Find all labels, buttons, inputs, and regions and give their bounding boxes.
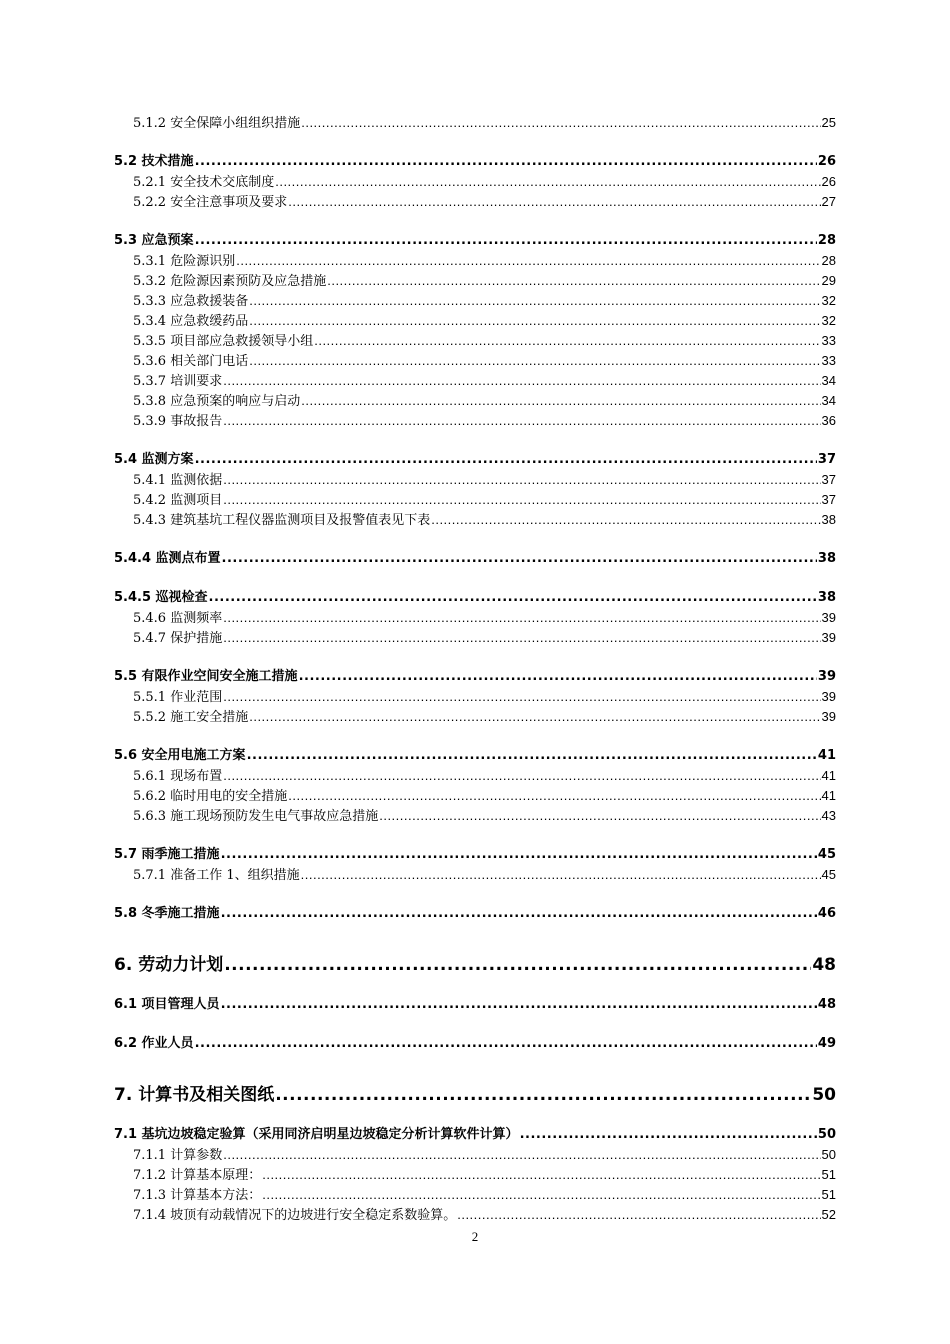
toc-entry-label: 7.1.3 计算基本方法： xyxy=(133,1188,262,1203)
toc-entry-label: 5.4.2 监测项目 xyxy=(133,493,223,508)
toc-entry[interactable] xyxy=(114,996,836,1014)
toc-entry[interactable] xyxy=(133,511,836,530)
toc-entry-page: 48 xyxy=(817,997,836,1012)
toc-entry-page: 26 xyxy=(821,174,836,189)
toc-entry-label: 5.3.3 应急救援装备 xyxy=(133,294,249,309)
toc-entry[interactable] xyxy=(114,953,836,977)
toc-entry-page: 29 xyxy=(821,273,836,288)
toc-entry[interactable] xyxy=(114,1035,836,1053)
toc-entry[interactable] xyxy=(114,747,836,765)
toc-entry-label: 5.3.8 应急预案的响应与启动 xyxy=(133,394,301,409)
toc-entry-page: 36 xyxy=(821,413,836,428)
toc-entry-label: 5.2.2 安全注意事项及要求 xyxy=(133,195,288,210)
toc-leader-dots xyxy=(209,589,817,607)
toc-entry[interactable] xyxy=(133,767,836,786)
toc-entry-label: 7.1.2 计算基本原理： xyxy=(133,1168,262,1183)
toc-entry[interactable] xyxy=(133,114,836,133)
toc-entry[interactable] xyxy=(133,272,836,291)
toc-leader-dots xyxy=(275,173,820,191)
toc-entry[interactable] xyxy=(133,193,836,212)
toc-entry[interactable] xyxy=(133,352,836,371)
toc-entry-label: 5.3.4 应急救缓药品 xyxy=(133,314,249,329)
toc-entry-label: 5.3.7 培训要求 xyxy=(133,374,223,389)
toc-leader-dots xyxy=(249,708,820,726)
toc-leader-dots xyxy=(223,372,820,390)
toc-entry-page: 41 xyxy=(821,788,836,803)
toc-leader-dots xyxy=(327,272,820,290)
toc-leader-dots xyxy=(223,471,820,489)
toc-entry-page: 38 xyxy=(817,590,836,605)
toc-leader-dots xyxy=(275,1083,811,1107)
toc-entry[interactable] xyxy=(114,1083,836,1107)
toc-entry-page: 50 xyxy=(817,1127,836,1142)
toc-entry[interactable] xyxy=(114,550,836,568)
toc-leader-dots xyxy=(301,114,820,132)
toc-entry-label: 5.4.6 监测频率 xyxy=(133,611,223,626)
toc-entry-label: 5.6.1 现场布置 xyxy=(133,769,223,784)
toc-entry-page: 37 xyxy=(821,492,836,507)
toc-entry-page: 27 xyxy=(821,194,836,209)
toc-entry-label: 5.4.5 巡视检查 xyxy=(114,590,208,605)
toc-leader-dots xyxy=(236,252,820,270)
toc-entry-page: 45 xyxy=(821,867,836,882)
toc-entry-page: 34 xyxy=(821,393,836,408)
toc-leader-dots xyxy=(222,550,817,568)
toc-entry-label: 5.6 安全用电施工方案 xyxy=(114,748,246,763)
toc-entry-page: 39 xyxy=(821,630,836,645)
toc-entry-page: 28 xyxy=(821,253,836,268)
toc-entry[interactable] xyxy=(133,471,836,490)
toc-leader-dots xyxy=(224,953,811,977)
toc-entry-page: 38 xyxy=(821,512,836,527)
toc-leader-dots xyxy=(195,153,817,171)
toc-entry-page: 37 xyxy=(821,472,836,487)
toc-entry-page: 45 xyxy=(817,847,836,862)
toc-entry[interactable] xyxy=(133,292,836,311)
toc-entry[interactable] xyxy=(133,312,836,331)
toc-entry[interactable] xyxy=(133,252,836,271)
toc-entry-label: 6.1 项目管理人员 xyxy=(114,997,220,1012)
toc-entry-label: 5.5.1 作业范围 xyxy=(133,690,223,705)
toc-leader-dots xyxy=(247,747,817,765)
toc-leader-dots xyxy=(520,1126,817,1144)
toc-entry[interactable] xyxy=(114,1126,836,1144)
toc-leader-dots xyxy=(457,1206,820,1224)
toc-entry-page: 38 xyxy=(817,551,836,566)
toc-entry-label: 5.8 冬季施工措施 xyxy=(114,906,220,921)
toc-leader-dots xyxy=(223,1146,820,1164)
toc-entry-page: 41 xyxy=(821,768,836,783)
toc-entry-label: 5.3.9 事故报告 xyxy=(133,414,223,429)
toc-entry-label: 5.3 应急预案 xyxy=(114,233,194,248)
toc-entry-page: 33 xyxy=(821,333,836,348)
toc-leader-dots xyxy=(195,451,817,469)
toc-leader-dots xyxy=(195,1035,817,1053)
toc-entry-label: 5.6.3 施工现场预防发生电气事故应急措施 xyxy=(133,809,379,824)
page-number: 2 xyxy=(471,1229,479,1244)
toc-entry-page: 43 xyxy=(821,808,836,823)
toc-entry-page: 50 xyxy=(812,1085,836,1105)
toc-leader-dots xyxy=(262,1166,820,1184)
toc-entry[interactable] xyxy=(114,668,836,686)
toc-entry[interactable] xyxy=(133,866,836,885)
toc-entry[interactable] xyxy=(114,232,836,250)
toc-entry-label: 5.6.2 临时用电的安全措施 xyxy=(133,789,288,804)
toc-entry[interactable] xyxy=(133,412,836,431)
toc-entry[interactable] xyxy=(114,846,836,864)
toc-leader-dots xyxy=(195,232,817,250)
toc-entry-label: 5.3.2 危险源因素预防及应急措施 xyxy=(133,274,327,289)
toc-leader-dots xyxy=(431,511,820,529)
toc-entry[interactable] xyxy=(133,807,836,826)
toc-leader-dots xyxy=(223,688,820,706)
toc-leader-dots xyxy=(223,412,820,430)
toc-leader-dots xyxy=(301,866,821,884)
toc-entry-label: 5.7 雨季施工措施 xyxy=(114,847,220,862)
toc-entry-page: 26 xyxy=(817,154,836,169)
toc-entry-label: 5.7.1 准备工作 1、组织措施 xyxy=(133,868,300,883)
toc-entry-page: 39 xyxy=(821,610,836,625)
toc-entry-label: 6.2 作业人员 xyxy=(114,1036,194,1051)
toc-entry-label: 7.1.1 计算参数 xyxy=(133,1148,223,1163)
toc-entry[interactable] xyxy=(114,589,836,607)
toc-entry-page: 51 xyxy=(821,1167,836,1182)
toc-entry[interactable] xyxy=(133,609,836,628)
toc-entry-label: 7. 计算书及相关图纸 xyxy=(114,1085,275,1105)
toc-entry-page: 34 xyxy=(821,373,836,388)
toc-entry-page: 39 xyxy=(817,669,836,684)
toc-entry-label: 5.5.2 施工安全措施 xyxy=(133,710,249,725)
toc-entry[interactable] xyxy=(133,491,836,510)
toc-entry-page: 49 xyxy=(817,1036,836,1051)
toc-entry-page: 50 xyxy=(821,1147,836,1162)
toc-leader-dots xyxy=(379,807,820,825)
toc-entry-label: 5.5 有限作业空间安全施工措施 xyxy=(114,669,298,684)
toc-leader-dots xyxy=(223,609,820,627)
toc-entry-label: 5.3.6 相关部门电话 xyxy=(133,354,249,369)
toc-entry-label: 5.4.7 保护措施 xyxy=(133,631,223,646)
toc-entry-page: 25 xyxy=(821,115,836,130)
toc-entry[interactable] xyxy=(114,153,836,171)
toc-entry[interactable] xyxy=(114,905,836,923)
toc-entry-label: 7.1 基坑边坡稳定验算（采用同济启明星边坡稳定分析计算软件计算） xyxy=(114,1127,519,1142)
toc-entry[interactable] xyxy=(133,372,836,391)
toc-entry-label: 5.3.5 项目部应急救援领导小组 xyxy=(133,334,314,349)
toc-entry[interactable] xyxy=(114,451,836,469)
toc-leader-dots xyxy=(299,668,817,686)
toc-leader-dots xyxy=(288,193,820,211)
toc-entry[interactable] xyxy=(133,332,836,351)
toc-entry[interactable] xyxy=(133,392,836,411)
toc-entry-page: 37 xyxy=(817,452,836,467)
toc-leader-dots xyxy=(223,491,820,509)
toc-entry[interactable] xyxy=(133,688,836,707)
toc-leader-dots xyxy=(221,905,817,923)
toc-leader-dots xyxy=(223,629,820,647)
toc-entry-label: 5.1.2 安全保障小组组织措施 xyxy=(133,116,301,131)
toc-leader-dots xyxy=(249,352,820,370)
toc-entry[interactable] xyxy=(133,787,836,806)
toc-leader-dots xyxy=(221,846,817,864)
toc-entry-label: 5.4.3 建筑基坑工程仪器监测项目及报警值表见下表 xyxy=(133,513,431,528)
toc-entry-page: 32 xyxy=(821,293,836,308)
toc-entry-page: 32 xyxy=(821,313,836,328)
toc-entry-page: 46 xyxy=(817,906,836,921)
toc-entry-page: 39 xyxy=(821,709,836,724)
toc-leader-dots xyxy=(221,996,817,1014)
toc-entry[interactable] xyxy=(133,1206,836,1225)
toc-entry-label: 7.1.4 坡顶有动载情况下的边坡进行安全稳定系数验算。 xyxy=(133,1208,457,1223)
toc-entry-page: 51 xyxy=(821,1187,836,1202)
toc-entry-page: 33 xyxy=(821,353,836,368)
toc-entry-page: 52 xyxy=(821,1207,836,1222)
toc-leader-dots xyxy=(249,312,820,330)
toc-entry-page: 48 xyxy=(812,955,836,975)
toc-leader-dots xyxy=(314,332,820,350)
toc-entry-page: 41 xyxy=(817,748,836,763)
toc-entry-label: 6. 劳动力计划 xyxy=(114,955,224,975)
toc-leader-dots xyxy=(301,392,820,410)
toc-entry-label: 5.2.1 安全技术交底制度 xyxy=(133,175,275,190)
toc-entry[interactable] xyxy=(133,629,836,648)
toc-entry-page: 28 xyxy=(817,233,836,248)
toc-entry[interactable] xyxy=(133,1166,836,1185)
toc-entry[interactable] xyxy=(133,1146,836,1165)
toc-leader-dots xyxy=(249,292,820,310)
toc-entry[interactable] xyxy=(133,708,836,727)
toc-entry-label: 5.4.1 监测依据 xyxy=(133,473,223,488)
toc-leader-dots xyxy=(223,767,820,785)
toc-entry-label: 5.4.4 监测点布置 xyxy=(114,551,221,566)
toc-entry-label: 5.4 监测方案 xyxy=(114,452,194,467)
toc-leader-dots xyxy=(262,1186,820,1204)
toc-entry[interactable] xyxy=(133,1186,836,1205)
toc-entry-page: 39 xyxy=(821,689,836,704)
toc-entry[interactable] xyxy=(133,173,836,192)
toc-leader-dots xyxy=(288,787,820,805)
toc-entry-label: 5.2 技术措施 xyxy=(114,154,194,169)
toc-entry-label: 5.3.1 危险源识别 xyxy=(133,254,236,269)
